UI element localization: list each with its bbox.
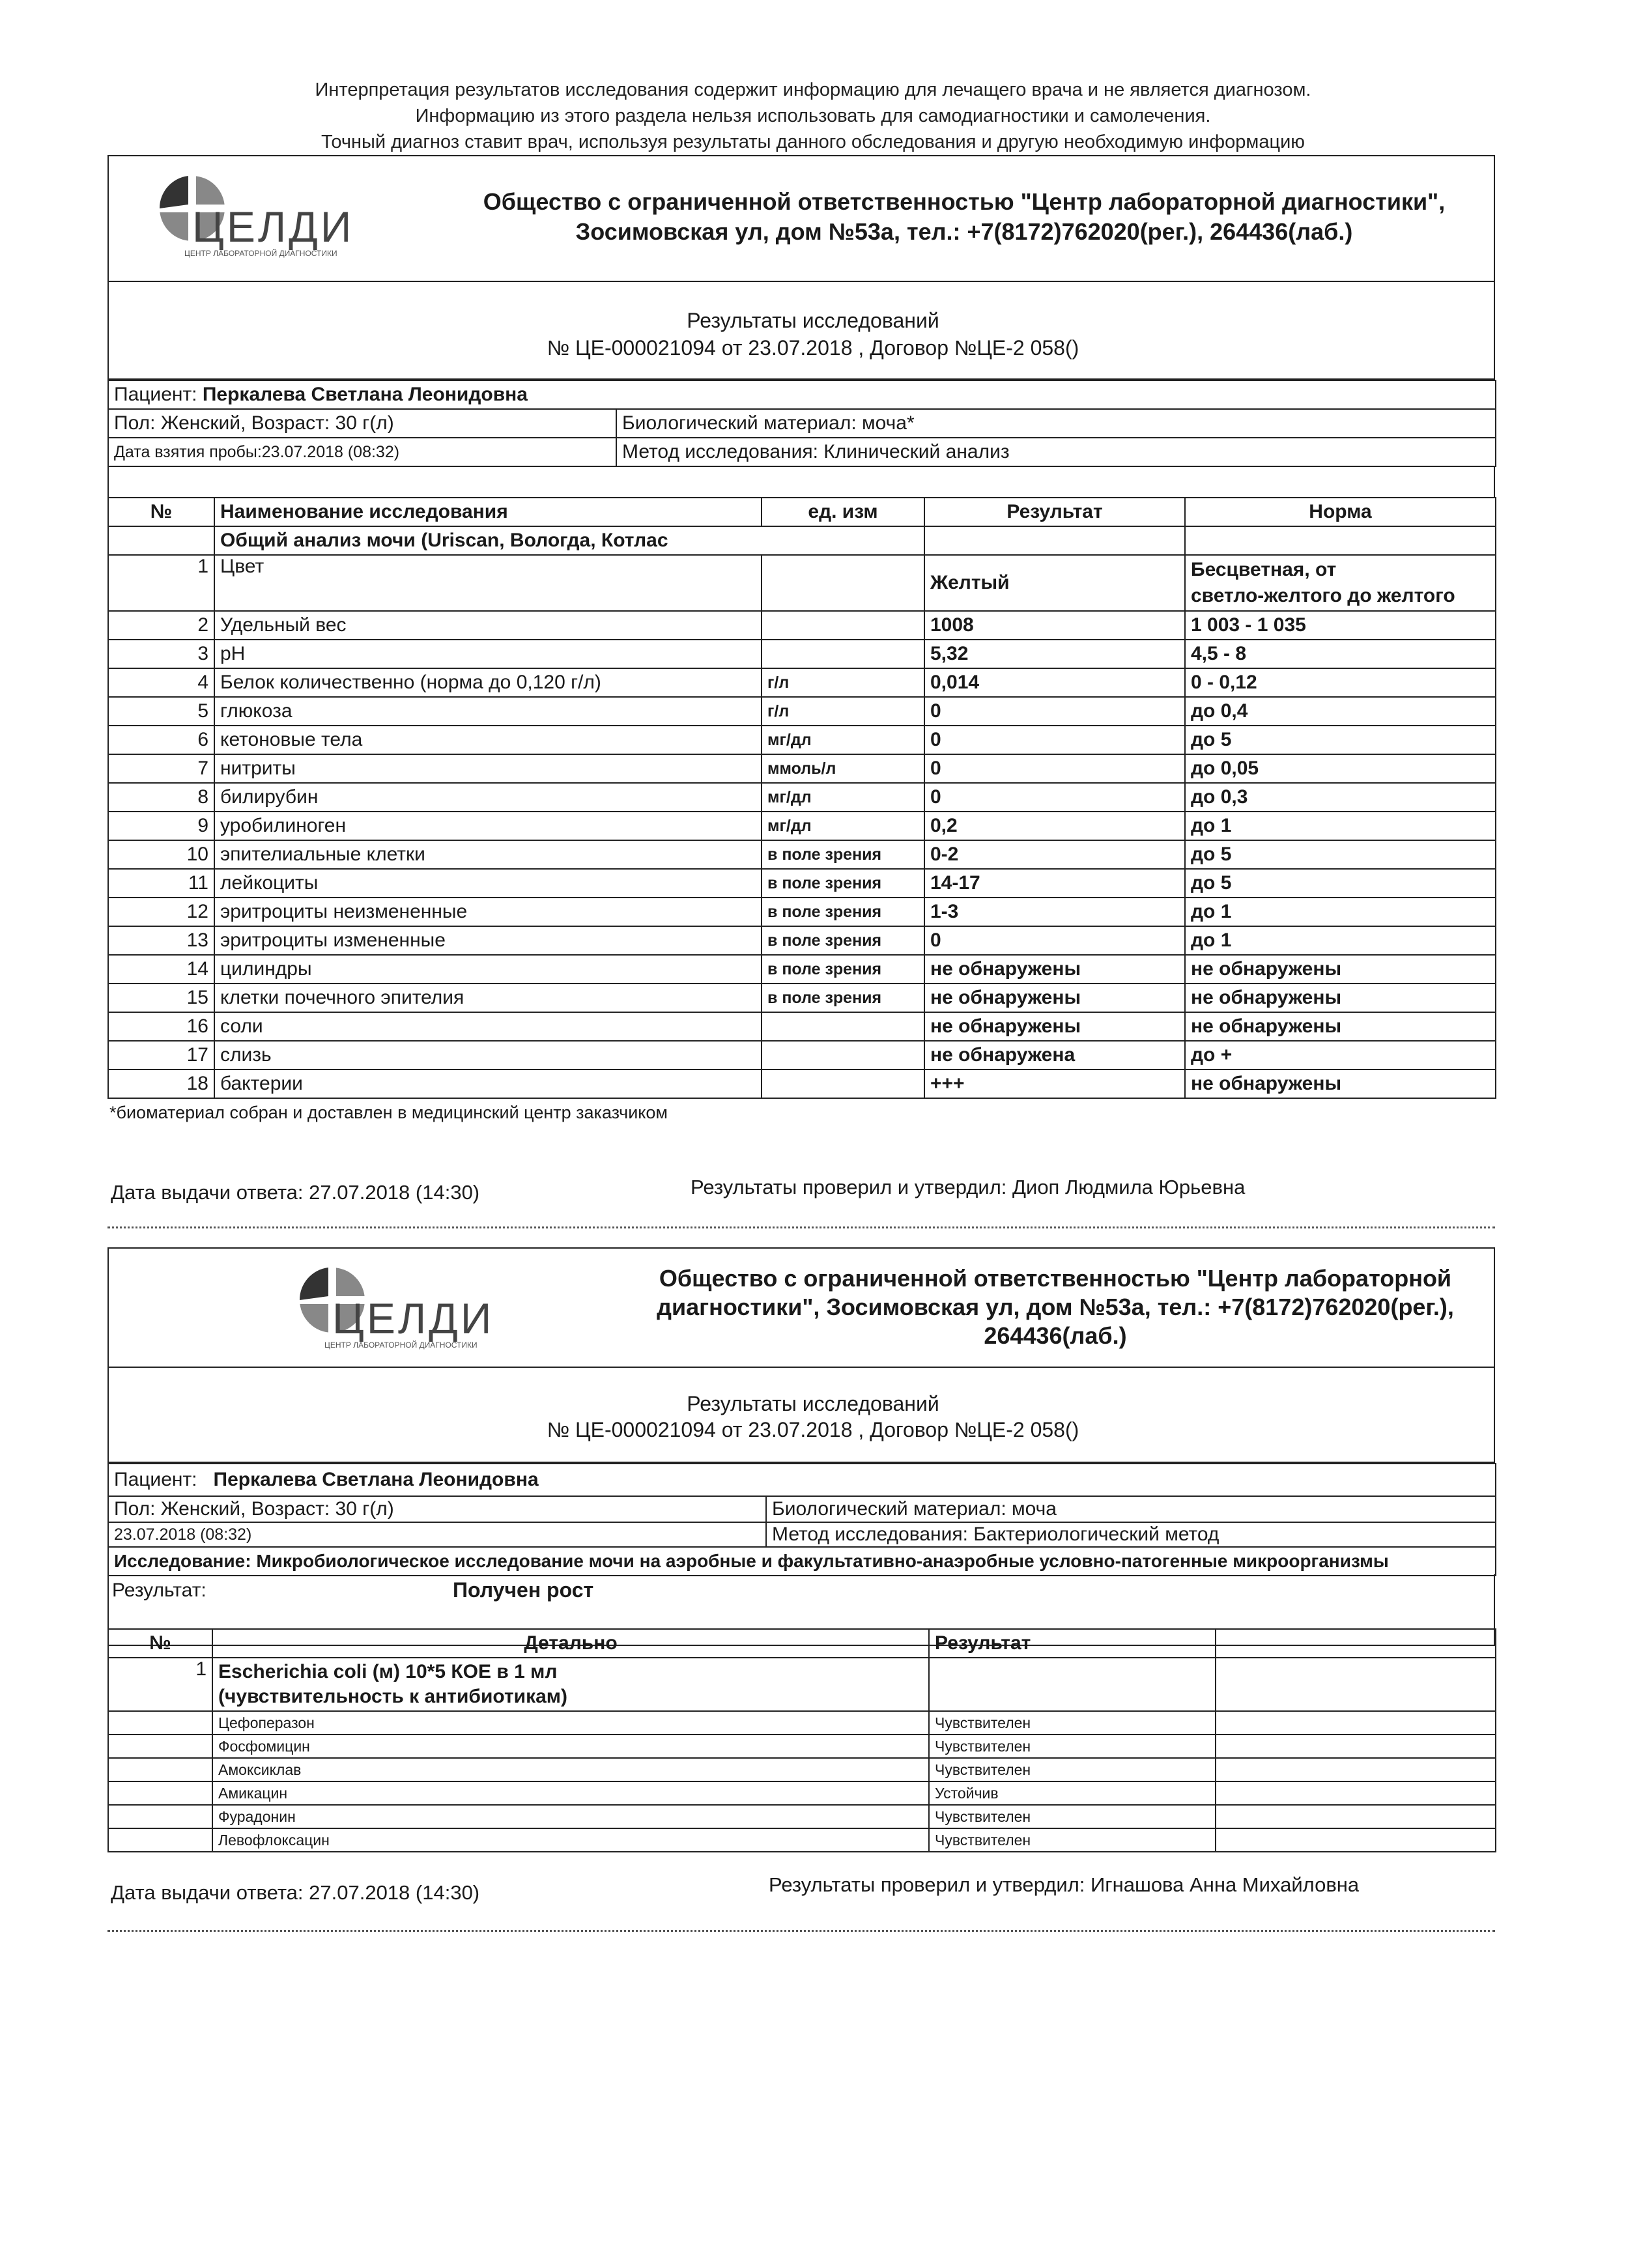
report1-logo <box>147 171 368 259</box>
logo-name: ЦЕЛДИ <box>332 1294 494 1342</box>
disclaimer-line-2: Информацию из этого раздела нельзя использовать для самодиагностики и самолечения. <box>415 106 1211 126</box>
table-row: 17 слизь не обнаружена до + <box>108 1041 1496 1070</box>
sample-date: Дата взятия пробы:23.07.2018 (08:32) <box>108 438 616 466</box>
disclaimer-line-1: Интерпретация результатов исследования содержит информацию для лечащего врача и не является диагнозом. <box>315 79 1311 100</box>
col-unit: ед. изм <box>762 498 924 526</box>
table-row: 13 эритроциты измененные в поле зрения 0 до 1 <box>108 926 1496 955</box>
method: Метод исследования: Клинический анализ <box>616 438 1496 466</box>
report1-spacer-box <box>107 466 1495 498</box>
group-title: Общий анализ мочи (Uriscan, Вологда, Котлас <box>214 526 924 555</box>
report1-results-table <box>107 497 1496 1099</box>
sex-age: Пол: Женский, Возраст: 30 г(л) <box>108 1496 766 1522</box>
organism-num: 1 <box>108 1658 212 1711</box>
report1-number: № ЦЕ-000021094 от 23.07.2018 , Договор №ЦЕ-2 058() <box>547 336 1079 360</box>
report1-issue-date: Дата выдачи ответа: 27.07.2018 (14:30) <box>111 1181 480 1204</box>
sex-age: Пол: Женский, Возраст: 30 г(л) <box>108 409 616 438</box>
logo-subtitle: ЦЕНТР ЛАБОРАТОРНОЙ ДИАГНОСТИКИ <box>184 249 337 258</box>
report2-approved: Результаты проверил и утвердил: Игнашова Анна Михайловна <box>769 1873 1360 1896</box>
col-num: № <box>108 1629 212 1658</box>
report2-org-line-2: диагностики", Зосимовская ул, дом №53а, тел.: +7(8172)762020(рег.), <box>657 1294 1454 1320</box>
patient-name: Перкалева Светлана Леонидовна <box>202 384 528 405</box>
report2-org-line-1: Общество с ограниченной ответственностью "Центр лабораторной <box>659 1265 1452 1292</box>
table-row: 7 нитриты ммоль/л 0 до 0,05 <box>108 754 1496 783</box>
disclaimer-line-3: Точный диагноз ставит врач, используя результаты данного обследования и другую необходимую информацию <box>321 132 1305 152</box>
table-row: 12 эритроциты неизмененные в поле зрения 1-3 до 1 <box>108 898 1496 926</box>
report2-issue-date: Дата выдачи ответа: 27.07.2018 (14:30) <box>111 1881 480 1904</box>
table-row: 2 Удельный вес 1008 1 003 - 1 035 <box>108 611 1496 640</box>
table-row: Амикацин Устойчив <box>108 1781 1496 1805</box>
method: Метод исследования: Бактериологический метод <box>766 1522 1496 1547</box>
table-row: 14 цилиндры в поле зрения не обнаружены не обнаружены <box>108 955 1496 984</box>
table-row: 15 клетки почечного эпителия в поле зрения не обнаружены не обнаружены <box>108 984 1496 1012</box>
study: Исследование: Микробиологическое исследование мочи на аэробные и факультативно-анаэробные условно-патогенные микроорганизмы <box>108 1547 1496 1576</box>
logo-subtitle: ЦЕНТР ЛАБОРАТОРНОЙ ДИАГНОСТИКИ <box>324 1340 478 1350</box>
col-result: Результат <box>924 498 1185 526</box>
report1-approved: Результаты проверил и утвердил: Диоп Людмила Юрьевна <box>691 1176 1246 1198</box>
patient-row <box>108 380 1496 409</box>
report2-number: № ЦЕ-000021094 от 23.07.2018 , Договор №ЦЕ-2 058() <box>547 1418 1079 1441</box>
col-name: Наименование исследования <box>214 498 762 526</box>
col-num: № <box>108 498 214 526</box>
separator <box>107 1930 1495 1932</box>
table-row: 11 лейкоциты в поле зрения 14-17 до 5 <box>108 869 1496 898</box>
table-row: 4 Белок количественно (норма до 0,120 г/л) г/л 0,014 0 - 0,12 <box>108 668 1496 697</box>
table-row: Фурадонин Чувствителен <box>108 1805 1496 1828</box>
table-row: 3 pH 5,32 4,5 - 8 <box>108 640 1496 668</box>
report1-title: Результаты исследований <box>687 309 939 332</box>
table-row: 6 кетоновые тела мг/дл 0 до 5 <box>108 726 1496 754</box>
result-label: Результат: <box>112 1580 207 1601</box>
table-row: 8 билирубин мг/дл 0 до 0,3 <box>108 783 1496 812</box>
report2-title: Результаты исследований <box>687 1392 939 1415</box>
col-result: Результат <box>929 1629 1216 1658</box>
logo-name: ЦЕЛДИ <box>192 203 354 251</box>
report2-org-line-3: 264436(лаб.) <box>984 1322 1127 1349</box>
table-row: Фосфомицин Чувствителен <box>108 1735 1496 1758</box>
col-norm: Норма <box>1185 498 1496 526</box>
patient-row <box>108 1464 1496 1496</box>
report1-org-line-1: Общество с ограниченной ответственностью "Центр лабораторной диагностики", <box>483 188 1446 215</box>
table-row: 1 Цвет Желтый Бесцветная, от светло-желтого до желтого <box>108 555 1496 611</box>
footnote: *биоматериал собран и доставлен в медицинский центр заказчиком <box>109 1103 668 1122</box>
sample-date: 23.07.2018 (08:32) <box>108 1522 766 1547</box>
result-value: Получен рост <box>453 1578 594 1602</box>
report2-logo <box>287 1262 508 1350</box>
table-row: 16 соли не обнаружены не обнаружены <box>108 1012 1496 1041</box>
report1-org-line-2: Зосимовская ул, дом №53а, тел.: +7(8172)762020(рег.), 264436(лаб.) <box>575 218 1353 245</box>
organism: Escherichia coli (м) 10*5 КОЕ в 1 мл (чувствительность к антибиотикам) <box>212 1658 929 1711</box>
bio-material: Биологический материал: моча* <box>616 409 1496 438</box>
report2-patient-table <box>107 1463 1496 1576</box>
report1-patient-table <box>107 380 1496 467</box>
bio-material: Биологический материал: моча <box>766 1496 1496 1522</box>
table-row: Цефоперазон Чувствителен <box>108 1711 1496 1735</box>
table-row: 5 глюкоза г/л 0 до 0,4 <box>108 697 1496 726</box>
separator <box>107 1226 1495 1228</box>
table-row: Амоксиклав Чувствителен <box>108 1758 1496 1781</box>
patient-name: Перкалева Светлана Леонидовна <box>213 1469 539 1490</box>
table-row: Левофлоксацин Чувствителен <box>108 1828 1496 1852</box>
table-row: 10 эпителиальные клетки в поле зрения 0-2 до 5 <box>108 840 1496 869</box>
patient-label: Пациент: <box>114 1469 197 1490</box>
table-row: 9 уробилиноген мг/дл 0,2 до 1 <box>108 812 1496 840</box>
patient-label: Пациент: <box>114 384 197 405</box>
table-row: 18 бактерии +++ не обнаружены <box>108 1070 1496 1098</box>
col-detail: Детально <box>212 1629 929 1658</box>
report2-antibiotics-table <box>107 1628 1496 1852</box>
